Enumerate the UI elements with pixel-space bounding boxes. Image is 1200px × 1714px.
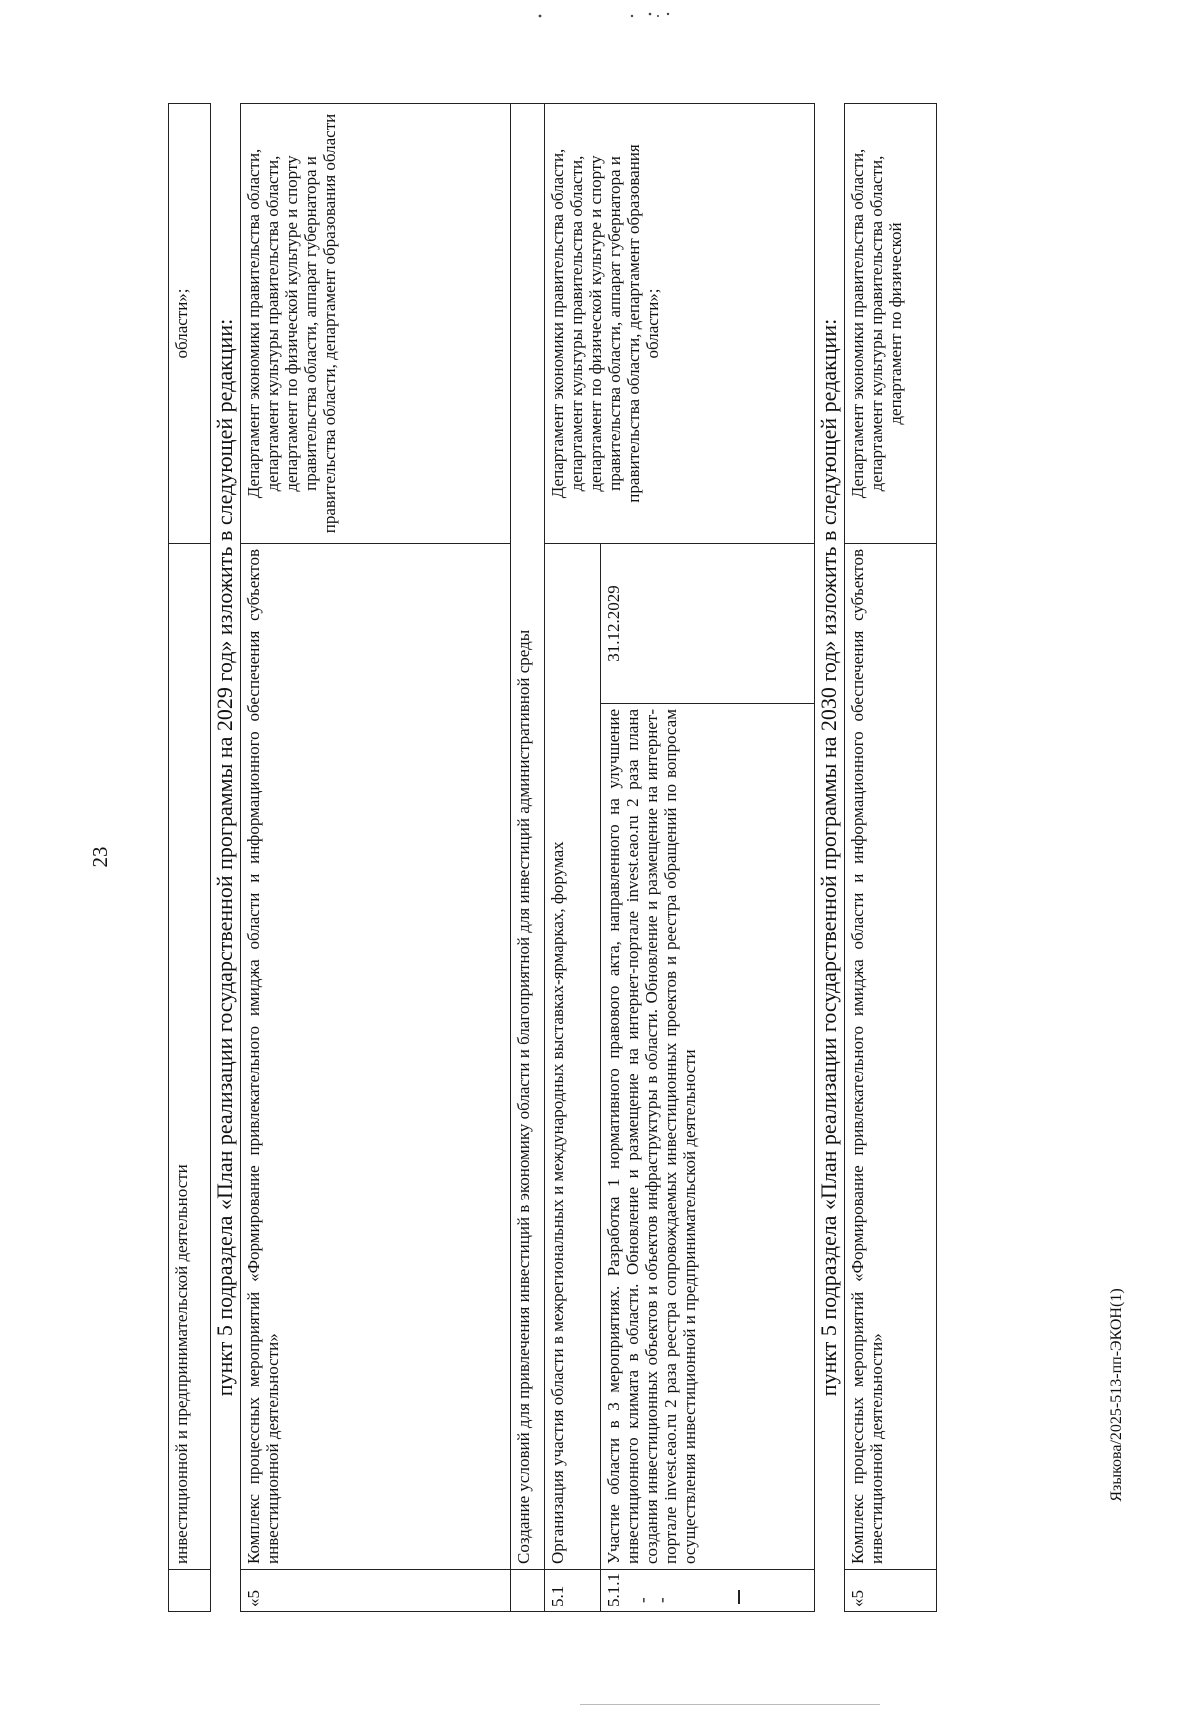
table-cell: Участие области в 3 мероприятиях. Разработка 1 нормативного правового акта, направленного на улучшение инвестиционного климата в области. Обновление и размещение на интернет-портале invest.eao.ru 2 раза плана создания инвестиционных объектов и объектов инфраструктуры в области. Обновление и размещение на интернет-портале invest.eao.ru 2 раза реестра сопровождаемых инвестиционных проектов и реестра обращений по вопросам осуществления инвестиционной и предпринимательской деятельности [601,704,815,1570]
table-cell: 31.12.2029 [601,543,815,703]
table-cell: Департамент экономики правительства области, департамент культуры правительства области, департамент по физической культуре и спорту правительства области, аппарат губернатора и правительства области, департамент образования области»; [545,103,815,543]
table-row [545,103,601,1611]
table-row [211,103,241,1611]
table-cell: области»; [169,103,211,543]
table-cell [601,1570,815,1612]
table-cell: Департамент экономики правительства области, департамент культуры правительства области, департамент по физической [845,103,937,543]
table-cell: Комплекс процессных мероприятий «Формирование привлекательного имиджа области и информационного обеспечения субъектов инвестиционной деятельности» [845,543,937,1569]
table-row [169,103,211,1611]
margin-mark [738,1590,740,1604]
program-plan-table [168,103,937,1612]
heading-text: пункт 5 подраздела «План реализации государственной программы на 2029 год» изложить в следующей редакции: [212,318,237,1397]
document-code: Языкова/2025-513-пп-ЭКОН(1) [1108,1288,1125,1502]
section-heading [815,103,845,1611]
table-cell [169,1570,211,1612]
table-cell: Департамент экономики правительства области, департамент культуры правительства области, департамент по физической культуре и спорту правительства области, аппарат губернатора и правительства области, департамент образования области [241,103,511,543]
table-row [815,103,845,1611]
scan-edge-line [580,1704,880,1705]
table-cell: инвестиционной и предпринимательской деятельности [169,543,211,1569]
table-cell: «5 [845,1570,937,1612]
page-number: 23 [88,846,112,868]
table-cell: Комплекс процессных мероприятий «Формирование привлекательного имиджа области и информационного обеспечения субъектов инвестиционной деятельности» [241,543,511,1569]
item-number: 5.1.1 [604,1573,623,1607]
section-heading [211,103,241,1611]
table-cell [511,1570,545,1612]
table-cell: «5 [241,1570,511,1612]
table-row [845,103,937,1611]
table-cell: Создание условий для привлечения инвестиций в экономику области и благоприятной для инвестиций административной среды [511,103,545,1569]
dash-marks: - - [633,1591,671,1603]
table-frame [168,104,938,1612]
table-cell: Организация участия области в межрегиональных и международных выставках-ярмарках, форумах [545,543,601,1569]
table-row [241,103,511,1611]
scan-noise [0,0,1200,30]
table-row [511,103,545,1611]
heading-text: пункт 5 подраздела «План реализации государственной программы на 2030 год» изложить в следующей редакции: [816,318,841,1397]
table-cell: 5.1 [545,1570,601,1612]
